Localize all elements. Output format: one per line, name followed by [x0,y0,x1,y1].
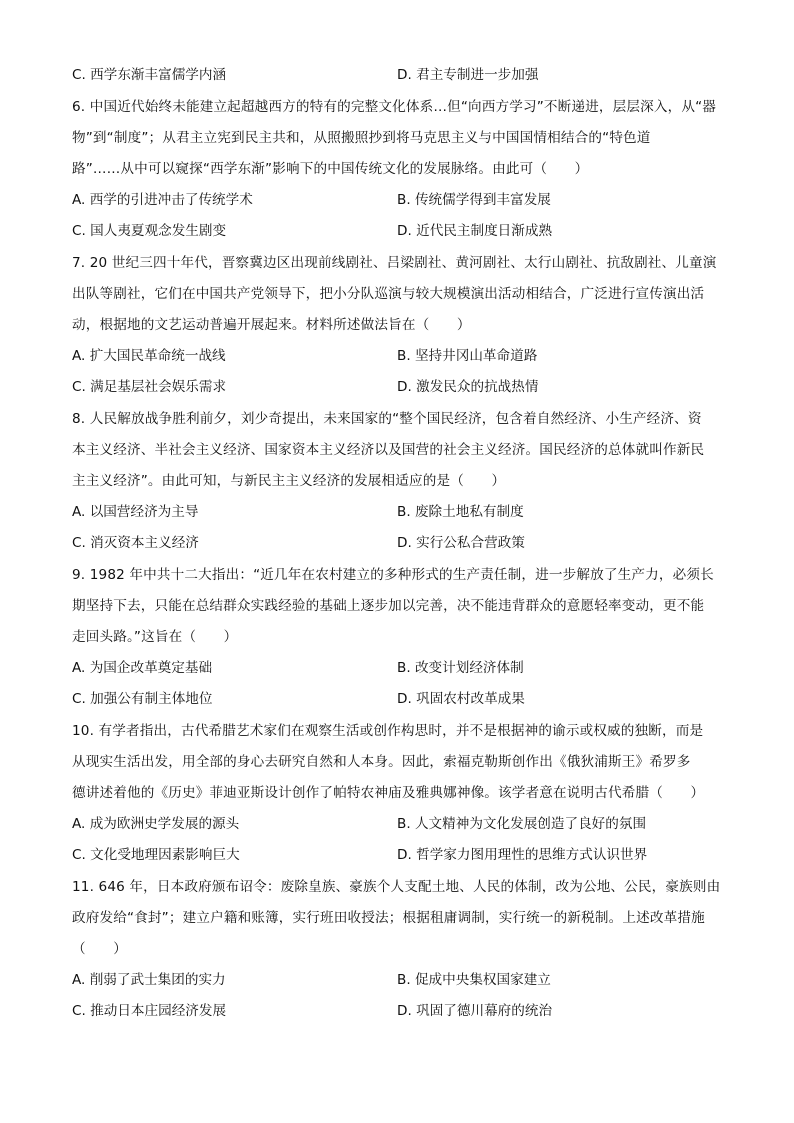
q9-option-a: A. 为国企改革奠定基础 [72,660,213,676]
q9-stem-line-1: 9. 1982 年中共十二大指出：“近几年在农村建立的多种形式的生产责任制，进一步解放了生产力，必须长 [72,567,714,583]
q8-option-d: D. 实行公私合营政策 [397,535,525,551]
q8-option-b: B. 废除土地私有制度 [397,504,524,520]
q9-stem-line-2: 期坚持下去，只能在总结群众实践经验的基础上逐步加以完善，决不能违背群众的意愿轻率变动，更不能 [72,598,705,614]
q6-stem-line-2: 物”到“制度”；从君主立宪到民主共和，从照搬照抄到将马克思主义与中国国情相结合的“特色道 [72,130,651,146]
q11-option-d: D. 巩固了德川幕府的统治 [397,1003,553,1019]
q10-stem-line-2: 从现实生活出发，用全部的身心去研究自然和人本身。因此，索福克勒斯创作出《俄狄浦斯王》希罗多 [72,754,691,770]
q11-stem-line-2: 政府发给“食封”；建立户籍和账簿，实行班田收授法；根据租庸调制，实行统一的新税制。上述改革措施 [72,910,705,926]
q10-stem-line-1: 10. 有学者指出，古代希腊艺术家们在观察生活或创作构思时，并不是根据神的谕示或权威的独断，而是 [72,723,704,739]
q11-option-b: B. 促成中央集权国家建立 [397,972,551,988]
q5-option-d: D. 君主专制进一步加强 [397,67,539,83]
q10-option-b: B. 人文精神为文化发展创造了良好的氛围 [397,816,647,832]
q10-option-c: C. 文化受地理因素影响巨大 [72,847,240,863]
q7-stem-line-2: 出队等剧社，它们在中国共产党领导下，把小分队巡演与较大规模演出活动相结合，广泛进行宣传演出活 [72,286,705,302]
q7-option-a: A. 扩大国民革命统一战线 [72,348,226,364]
q11-option-a: A. 削弱了武士集团的实力 [72,972,226,988]
q9-option-b: B. 改变计划经济体制 [397,660,524,676]
q9-stem-line-3: 走回头路。”这旨在（ ） [72,629,238,645]
q11-stem-line-3: （ ） [72,941,127,957]
q6-stem-line-1: 6. 中国近代始终未能建立起超越西方的特有的完整文化体系…但“向西方学习”不断递进，层层深入，从“器 [72,99,717,115]
q8-stem-line-2: 本主义经济、半社会主义经济、国家资本主义经济以及国营的社会主义经济。国民经济的总体就叫作新民 [72,442,705,458]
q7-option-c: C. 满足基层社会娱乐需求 [72,379,227,395]
q7-stem-line-3: 动，根据地的文艺运动普遍开展起来。材料所述做法旨在（ ） [72,317,471,333]
q10-option-a: A. 成为欧洲史学发展的源头 [72,816,240,832]
q6-option-a: A. 西学的引进冲击了传统学术 [72,192,253,208]
q6-option-c: C. 国人夷夏观念发生剧变 [72,223,227,239]
q7-stem-line-1: 7. 20 世纪三四十年代，晋察冀边区出现前线剧社、吕梁剧社、黄河剧社、太行山剧社、抗敌剧社、儿童演 [72,255,717,271]
q8-stem-line-1: 8. 人民解放战争胜利前夕，刘少奇提出，未来国家的“整个国民经济，包含着自然经济、小生产经济、资 [72,411,702,427]
q10-stem-line-3: 德讲述着他的《历史》菲迪亚斯设计创作了帕特农神庙及雅典娜神像。该学者意在说明古代希腊（ ） [72,785,705,801]
q10-option-d: D. 哲学家力图用理性的思维方式认识世界 [397,847,648,863]
q6-option-b: B. 传统儒学得到丰富发展 [397,192,551,208]
q11-option-c: C. 推动日本庄园经济发展 [72,1003,227,1019]
q6-stem-line-3: 路”……从中可以窥探“西学东渐”影响下的中国传统文化的发展脉络。由此可（ ） [72,161,589,177]
q8-option-a: A. 以国营经济为主导 [72,504,199,520]
q9-option-d: D. 巩固农村改革成果 [397,691,525,707]
q11-stem-line-1: 11. 646 年，日本政府颁布诏令：废除皇族、豪族个人支配土地、人民的体制，改为公地、公民，豪族则由 [72,879,721,895]
q8-option-c: C. 消灭资本主义经济 [72,535,199,551]
q8-stem-line-3: 主主义经济”。由此可知，与新民主主义经济的发展相适应的是（ ） [72,473,506,489]
q6-option-d: D. 近代民主制度日渐成熟 [397,223,553,239]
q7-option-d: D. 激发民众的抗战热情 [397,379,539,395]
q7-option-b: B. 坚持井冈山革命道路 [397,348,538,364]
q5-option-c: C. 西学东渐丰富儒学内涵 [72,67,227,83]
q9-option-c: C. 加强公有制主体地位 [72,691,213,707]
